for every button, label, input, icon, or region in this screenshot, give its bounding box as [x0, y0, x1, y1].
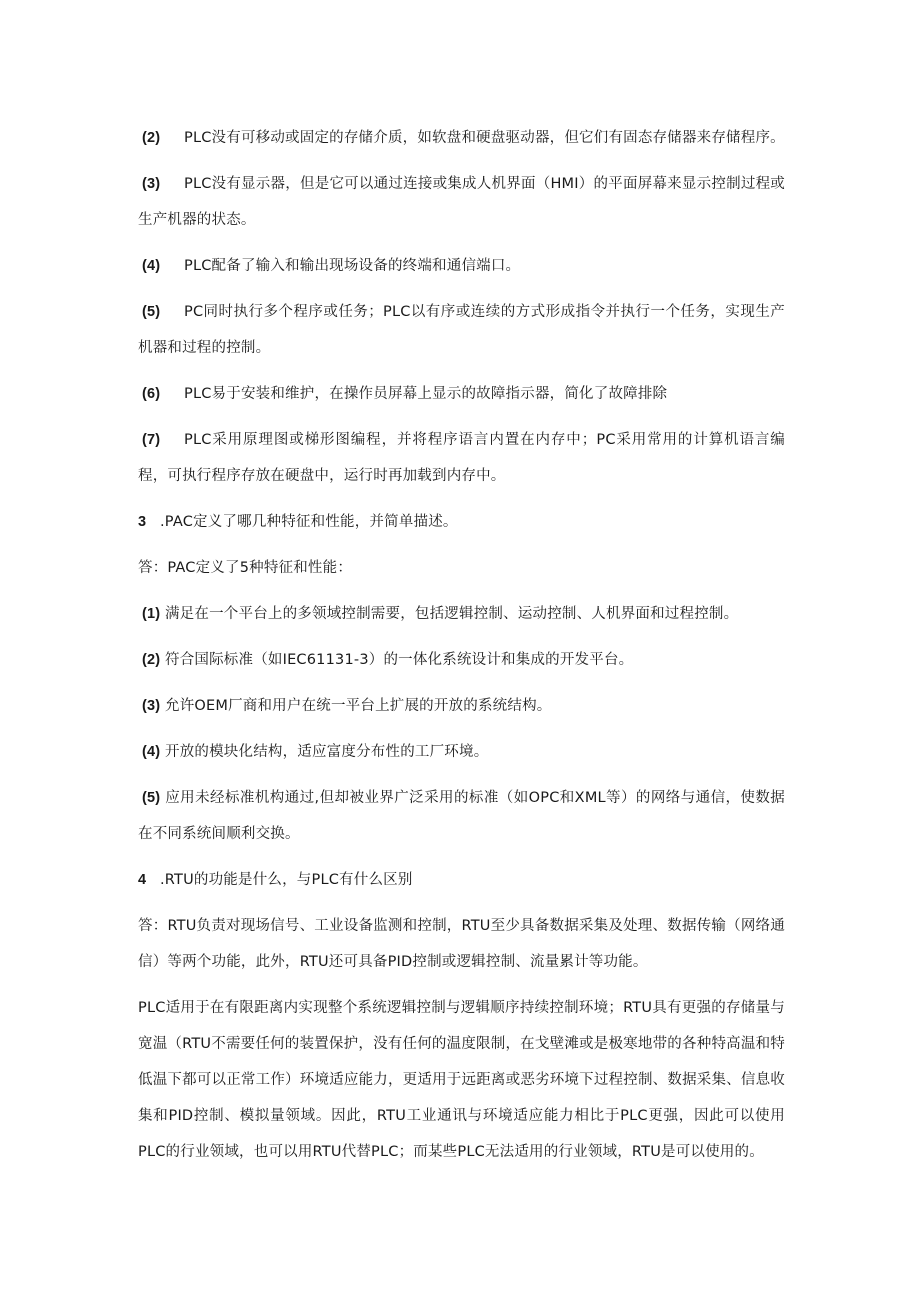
item-text: PC同时执行多个程序或任务；PLC以有序或连续的方式形成指令并执行一个任务，实现生产机器和过程的控制。 [138, 304, 785, 356]
answer-paragraph [138, 908, 785, 980]
item-text: 开放的模块化结构，适应富度分布性的工厂环境。 [165, 744, 489, 760]
question-text: .PAC定义了哪几种特征和性能，并简单描述。 [160, 514, 458, 530]
item-number: (2) [142, 652, 161, 668]
answer-text: PLC适用于在有限距离内实现整个系统逻辑控制与逻辑顺序持续控制环境；RTU具有更强的存储量与宽温（RTU不需要任何的装置保护，没有任何的温度限制，在戈壁滩或是极寒地带的各种特高温和特低温下都可以正常工作）环境适应能力，更适用于远距离或恶劣环境下过程控制、数据采集、信息收集和PID控制、模拟量领域。因此，RTU工业通讯与环境适应能力相比于PLC更强，因此可以使用PLC的行业领域，也可以用RTU代替PLC；而某些PLC无法适用的行业领域，RTU是可以使用的。 [138, 1000, 785, 1160]
list-item [138, 734, 785, 770]
answer-text: 答：RTU负责对现场信号、工业设备监测和控制，RTU至少具备数据采集及处理、数据传输（网络通信）等两个功能，此外，RTU还可具备PID控制或逻辑控制、流量累计等功能。 [138, 918, 785, 970]
item-text: 符合国际标准（如IEC61131-3）的一体化系统设计和集成的开发平台。 [165, 652, 634, 668]
item-number: (7) [142, 432, 161, 448]
item-text: PLC采用原理图或梯形图编程，并将程序语言内置在内存中；PC采用常用的计算机语言编程，可执行程序存放在硬盘中，运行时再加载到内存中。 [138, 432, 785, 484]
list-item [138, 596, 785, 632]
answer-intro [138, 550, 785, 586]
question-text: .RTU的功能是什么，与PLC有什么区别 [160, 872, 413, 888]
item-text: PLC易于安装和维护，在操作员屏幕上显示的故障指示器，简化了故障排除 [184, 386, 668, 402]
list-item [138, 166, 785, 238]
item-number: (5) [142, 304, 161, 320]
item-number: (5) [142, 790, 161, 806]
item-number: (4) [142, 744, 161, 760]
list-item [138, 120, 785, 156]
list-item [138, 376, 785, 412]
item-number: (4) [142, 258, 161, 274]
item-text: PLC配备了输入和输出现场设备的终端和通信端口。 [184, 258, 521, 274]
list-item [138, 780, 785, 852]
item-text: 满足在一个平台上的多领域控制需要，包括逻辑控制、运动控制、人机界面和过程控制。 [165, 606, 739, 622]
item-number: (6) [142, 386, 161, 402]
list-item [138, 688, 785, 724]
question-number: 3 [138, 514, 147, 530]
item-number: (2) [142, 130, 161, 146]
answer-text: 答：PAC定义了5种特征和性能： [138, 560, 353, 576]
answer-paragraph [138, 990, 785, 1170]
item-text: PLC没有显示器，但是它可以通过连接或集成人机界面（HMI）的平面屏幕来显示控制过程或生产机器的状态。 [138, 176, 785, 228]
item-number: (3) [142, 698, 161, 714]
item-number: (3) [142, 176, 161, 192]
item-text: 允许OEM厂商和用户在统一平台上扩展的开放的系统结构。 [165, 698, 552, 714]
item-text: 应用未经标准机构通过,但却被业界广泛采用的标准（如OPC和XML等）的网络与通信，使数据在不同系统间顺利交换。 [138, 790, 785, 842]
list-item [138, 248, 785, 284]
question-heading [138, 504, 785, 540]
question-heading [138, 862, 785, 898]
list-item [138, 422, 785, 494]
list-item [138, 294, 785, 366]
list-item [138, 642, 785, 678]
item-number: (1) [142, 606, 161, 622]
item-text: PLC没有可移动或固定的存储介质，如软盘和硬盘驱动器，但它们有固态存储器来存储程序。 [184, 130, 785, 146]
question-number: 4 [138, 872, 147, 888]
